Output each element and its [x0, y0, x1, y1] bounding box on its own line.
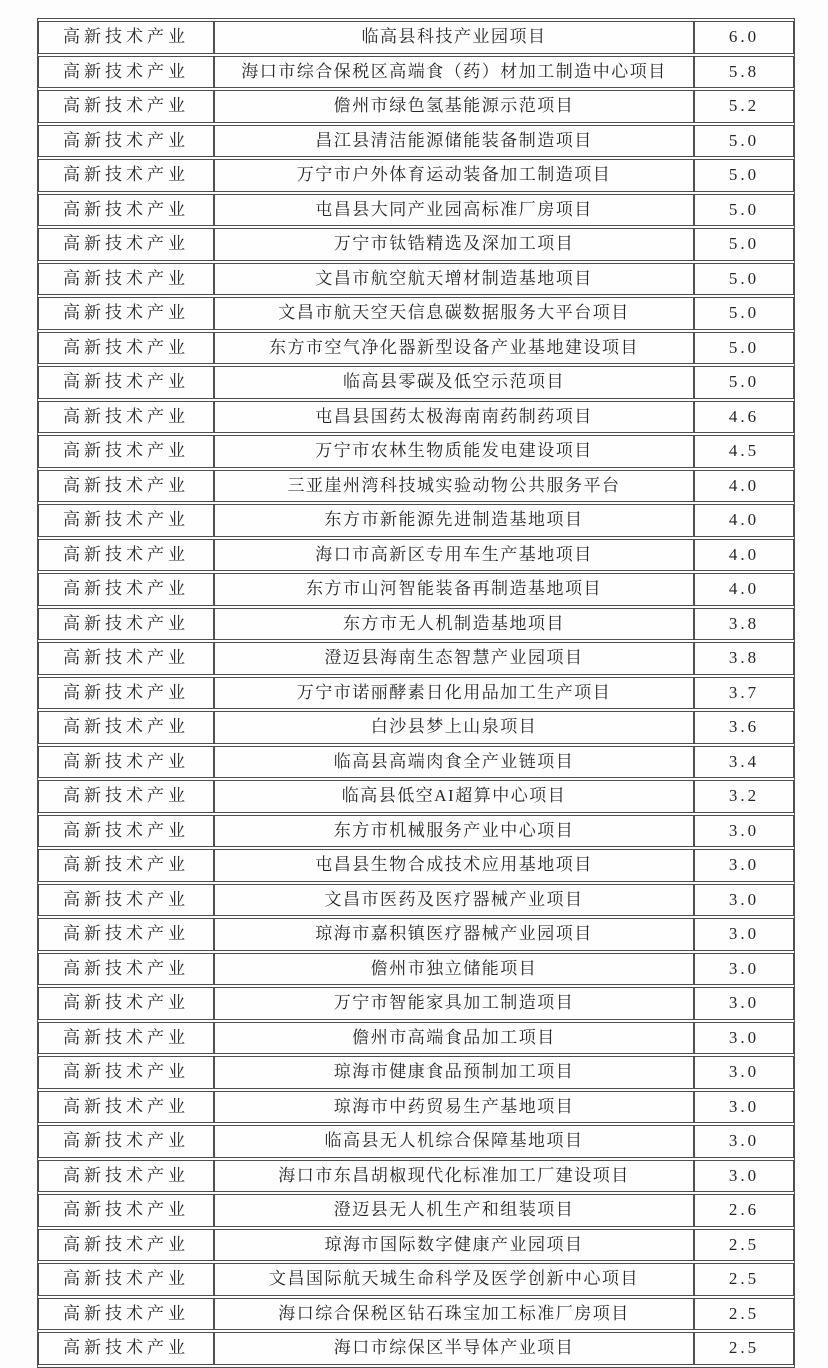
cell-project-name: 东方市空气净化器新型设备产业基地建设项目 [214, 332, 694, 365]
cell-category: 高新技术产业 [38, 125, 214, 158]
table-row [38, 332, 794, 365]
cell-value: 2.5 [694, 1332, 794, 1365]
cell-category: 高新技术产业 [38, 711, 214, 744]
cell-category: 高新技术产业 [38, 918, 214, 951]
cell-category: 高新技术产业 [38, 608, 214, 641]
table-row [38, 608, 794, 641]
cell-project-name: 临高县零碳及低空示范项目 [214, 366, 694, 399]
cell-category: 高新技术产业 [38, 21, 214, 54]
cell-category: 高新技术产业 [38, 1194, 214, 1227]
table-row [38, 1091, 794, 1124]
cell-category: 高新技术产业 [38, 401, 214, 434]
cell-category: 高新技术产业 [38, 780, 214, 813]
cell-value: 5.0 [694, 159, 794, 192]
cell-category: 高新技术产业 [38, 746, 214, 779]
cell-project-name: 东方市机械服务产业中心项目 [214, 815, 694, 848]
table-row [38, 849, 794, 882]
cell-category: 高新技术产业 [38, 1229, 214, 1262]
cell-value: 5.0 [694, 263, 794, 296]
table-row [38, 194, 794, 227]
cell-project-name: 琼海市健康食品预制加工项目 [214, 1056, 694, 1089]
table-row [38, 470, 794, 503]
cell-category: 高新技术产业 [38, 504, 214, 537]
cell-value: 3.0 [694, 815, 794, 848]
cell-value: 3.0 [694, 1022, 794, 1055]
table-row [38, 1229, 794, 1262]
table-row [38, 815, 794, 848]
cell-value: 3.0 [694, 918, 794, 951]
cell-category: 高新技术产业 [38, 228, 214, 261]
cell-value: 4.5 [694, 435, 794, 468]
cell-project-name: 海口综合保税区钻石珠宝加工标准厂房项目 [214, 1298, 694, 1331]
cell-category: 高新技术产业 [38, 1298, 214, 1331]
table-row [38, 711, 794, 744]
cell-project-name: 琼海市中药贸易生产基地项目 [214, 1091, 694, 1124]
cell-value: 4.0 [694, 573, 794, 606]
cell-value: 4.0 [694, 504, 794, 537]
cell-category: 高新技术产业 [38, 573, 214, 606]
cell-value: 3.7 [694, 677, 794, 710]
cell-category: 高新技术产业 [38, 953, 214, 986]
cell-value: 6.0 [694, 21, 794, 54]
cell-value: 3.6 [694, 711, 794, 744]
cell-value: 5.0 [694, 228, 794, 261]
cell-value: 5.8 [694, 56, 794, 89]
cell-project-name: 万宁市户外体育运动装备加工制造项目 [214, 159, 694, 192]
cell-project-name: 儋州市绿色氢基能源示范项目 [214, 90, 694, 123]
cell-project-name: 海口市综保区半导体产业项目 [214, 1332, 694, 1365]
cell-category: 高新技术产业 [38, 332, 214, 365]
cell-value: 4.0 [694, 539, 794, 572]
project-table-body [38, 21, 794, 1365]
table-row [38, 573, 794, 606]
cell-project-name: 临高县无人机综合保障基地项目 [214, 1125, 694, 1158]
table-row [38, 263, 794, 296]
table-row [38, 539, 794, 572]
table-row [38, 21, 794, 54]
cell-project-name: 万宁市钛锆精选及深加工项目 [214, 228, 694, 261]
cell-category: 高新技术产业 [38, 1056, 214, 1089]
table-row [38, 642, 794, 675]
table-row [38, 987, 794, 1020]
cell-category: 高新技术产业 [38, 884, 214, 917]
cell-value: 3.0 [694, 1125, 794, 1158]
table-row [38, 1160, 794, 1193]
cell-category: 高新技术产业 [38, 642, 214, 675]
cell-category: 高新技术产业 [38, 1091, 214, 1124]
table-row [38, 504, 794, 537]
cell-value: 3.0 [694, 1056, 794, 1089]
cell-project-name: 海口市东昌胡椒现代化标准加工厂建设项目 [214, 1160, 694, 1193]
cell-project-name: 屯昌县生物合成技术应用基地项目 [214, 849, 694, 882]
cell-category: 高新技术产业 [38, 159, 214, 192]
cell-project-name: 海口市综合保税区高端食（药）材加工制造中心项目 [214, 56, 694, 89]
table-row [38, 746, 794, 779]
cell-category: 高新技术产业 [38, 539, 214, 572]
table-row [38, 228, 794, 261]
cell-project-name: 文昌市医药及医疗器械产业项目 [214, 884, 694, 917]
cell-project-name: 东方市山河智能装备再制造基地项目 [214, 573, 694, 606]
cell-category: 高新技术产业 [38, 1160, 214, 1193]
cell-category: 高新技术产业 [38, 1332, 214, 1365]
cell-value: 3.0 [694, 1160, 794, 1193]
cell-value: 2.5 [694, 1298, 794, 1331]
cell-project-name: 屯昌县大同产业园高标准厂房项目 [214, 194, 694, 227]
cell-value: 3.0 [694, 849, 794, 882]
cell-project-name: 澄迈县无人机生产和组装项目 [214, 1194, 694, 1227]
table-row [38, 780, 794, 813]
cell-category: 高新技术产业 [38, 297, 214, 330]
table-row [38, 884, 794, 917]
cell-value: 2.6 [694, 1194, 794, 1227]
cell-project-name: 文昌市航天空天信息碳数据服务大平台项目 [214, 297, 694, 330]
cell-project-name: 临高县科技产业园项目 [214, 21, 694, 54]
cell-value: 5.2 [694, 90, 794, 123]
project-table [37, 18, 795, 1368]
cell-value: 3.8 [694, 642, 794, 675]
cell-value: 2.5 [694, 1229, 794, 1262]
cell-value: 2.5 [694, 1263, 794, 1296]
cell-value: 5.0 [694, 366, 794, 399]
cell-category: 高新技术产业 [38, 1263, 214, 1296]
table-row [38, 90, 794, 123]
cell-value: 5.0 [694, 125, 794, 158]
table-row [38, 297, 794, 330]
table-row [38, 1332, 794, 1365]
table-row [38, 1125, 794, 1158]
cell-value: 5.0 [694, 332, 794, 365]
cell-project-name: 万宁市智能家具加工制造项目 [214, 987, 694, 1020]
cell-project-name: 琼海市国际数字健康产业园项目 [214, 1229, 694, 1262]
cell-project-name: 澄迈县海南生态智慧产业园项目 [214, 642, 694, 675]
table-row [38, 918, 794, 951]
cell-value: 3.8 [694, 608, 794, 641]
cell-value: 5.0 [694, 194, 794, 227]
cell-value: 3.0 [694, 884, 794, 917]
cell-category: 高新技术产业 [38, 435, 214, 468]
table-row [38, 1022, 794, 1055]
cell-project-name: 海口市高新区专用车生产基地项目 [214, 539, 694, 572]
cell-project-name: 儋州市独立储能项目 [214, 953, 694, 986]
table-row [38, 1263, 794, 1296]
cell-project-name: 昌江县清洁能源储能装备制造项目 [214, 125, 694, 158]
table-row [38, 159, 794, 192]
table-row [38, 1298, 794, 1331]
cell-category: 高新技术产业 [38, 194, 214, 227]
table-row [38, 401, 794, 434]
cell-value: 3.0 [694, 987, 794, 1020]
cell-category: 高新技术产业 [38, 1022, 214, 1055]
cell-project-name: 临高县高端肉食全产业链项目 [214, 746, 694, 779]
table-row [38, 125, 794, 158]
table-row [38, 1194, 794, 1227]
cell-category: 高新技术产业 [38, 677, 214, 710]
table-row [38, 366, 794, 399]
cell-project-name: 儋州市高端食品加工项目 [214, 1022, 694, 1055]
cell-value: 3.0 [694, 953, 794, 986]
cell-project-name: 琼海市嘉积镇医疗器械产业园项目 [214, 918, 694, 951]
table-row [38, 435, 794, 468]
cell-category: 高新技术产业 [38, 987, 214, 1020]
table-row [38, 1056, 794, 1089]
cell-project-name: 屯昌县国药太极海南南药制药项目 [214, 401, 694, 434]
cell-project-name: 文昌国际航天城生命科学及医学创新中心项目 [214, 1263, 694, 1296]
cell-project-name: 东方市新能源先进制造基地项目 [214, 504, 694, 537]
cell-category: 高新技术产业 [38, 90, 214, 123]
cell-category: 高新技术产业 [38, 815, 214, 848]
cell-category: 高新技术产业 [38, 263, 214, 296]
cell-project-name: 万宁市诺丽酵素日化用品加工生产项目 [214, 677, 694, 710]
table-row [38, 56, 794, 89]
cell-category: 高新技术产业 [38, 849, 214, 882]
cell-project-name: 东方市无人机制造基地项目 [214, 608, 694, 641]
cell-project-name: 万宁市农林生物质能发电建设项目 [214, 435, 694, 468]
cell-category: 高新技术产业 [38, 470, 214, 503]
cell-value: 4.0 [694, 470, 794, 503]
cell-project-name: 文昌市航空航天增材制造基地项目 [214, 263, 694, 296]
cell-value: 4.6 [694, 401, 794, 434]
cell-value: 5.0 [694, 297, 794, 330]
cell-category: 高新技术产业 [38, 366, 214, 399]
cell-value: 3.4 [694, 746, 794, 779]
cell-value: 3.2 [694, 780, 794, 813]
table-row [38, 953, 794, 986]
cell-category: 高新技术产业 [38, 1125, 214, 1158]
cell-value: 3.0 [694, 1091, 794, 1124]
cell-project-name: 白沙县梦上山泉项目 [214, 711, 694, 744]
table-row [38, 677, 794, 710]
cell-category: 高新技术产业 [38, 56, 214, 89]
cell-project-name: 临高县低空AI超算中心项目 [214, 780, 694, 813]
cell-project-name: 三亚崖州湾科技城实验动物公共服务平台 [214, 470, 694, 503]
